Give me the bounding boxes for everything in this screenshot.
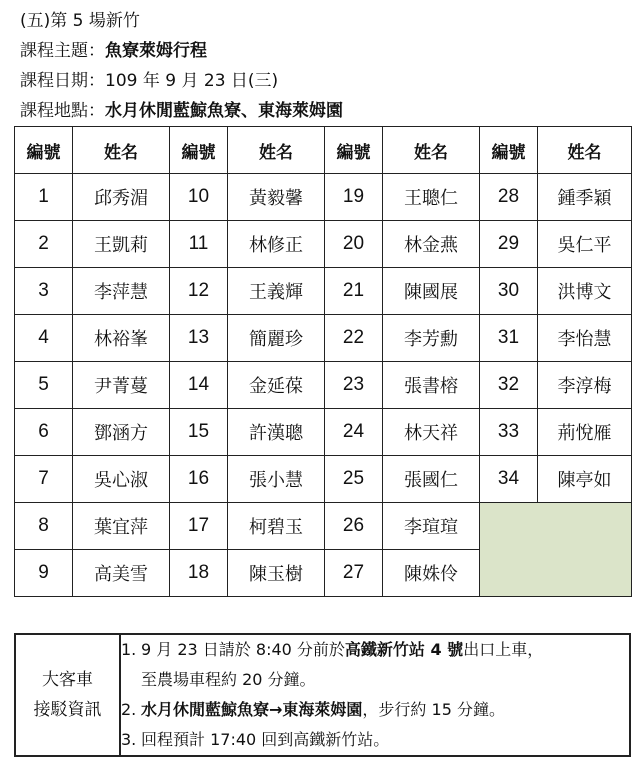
participant-name: 王凱莉	[73, 221, 170, 268]
participant-number: 13	[170, 315, 228, 362]
bus-info-label	[15, 634, 120, 756]
participant-number: 14	[170, 362, 228, 409]
participant-number: 31	[480, 315, 538, 362]
participant-number: 21	[325, 268, 383, 315]
participant-name: 王義輝	[228, 268, 325, 315]
item-text: 9 月 23 日請於 8:40 分前於	[141, 640, 345, 659]
participant-number: 29	[480, 221, 538, 268]
table-row	[15, 503, 632, 550]
column-header-number: 編號	[325, 127, 383, 174]
bus-info-item-3	[121, 725, 629, 755]
participant-name: 張國仁	[383, 456, 480, 503]
participant-number: 30	[480, 268, 538, 315]
item-text: 出口上車，	[463, 640, 544, 659]
participant-number: 11	[170, 221, 228, 268]
column-header-name: 姓名	[538, 127, 632, 174]
participant-number: 2	[15, 221, 73, 268]
participant-name: 林天祥	[383, 409, 480, 456]
bus-info-list	[120, 634, 630, 756]
topic-line	[20, 36, 343, 66]
participant-name: 吳仁平	[538, 221, 632, 268]
course-header	[20, 6, 343, 126]
table-row	[15, 221, 632, 268]
participant-name: 尹菁蔓	[73, 362, 170, 409]
topic-value: 魚寮萊姆行程	[105, 41, 207, 61]
participant-name: 吳心淑	[73, 456, 170, 503]
participant-name: 黃毅馨	[228, 174, 325, 221]
participant-name: 王聰仁	[383, 174, 480, 221]
participant-number: 3	[15, 268, 73, 315]
participant-number: 34	[480, 456, 538, 503]
participant-number: 23	[325, 362, 383, 409]
participant-name: 高美雪	[73, 550, 170, 597]
participant-name: 金延葆	[228, 362, 325, 409]
participant-name: 陳玉樹	[228, 550, 325, 597]
date-line	[20, 66, 343, 96]
participant-name: 洪博文	[538, 268, 632, 315]
participant-name: 李淳梅	[538, 362, 632, 409]
participant-number: 24	[325, 409, 383, 456]
participant-number: 28	[480, 174, 538, 221]
table-row	[15, 174, 632, 221]
participant-number: 26	[325, 503, 383, 550]
location-label: 課程地點：	[20, 101, 105, 121]
participant-number: 10	[170, 174, 228, 221]
participant-number: 12	[170, 268, 228, 315]
participant-number: 5	[15, 362, 73, 409]
column-header-name: 姓名	[73, 127, 170, 174]
participant-name: 陳亭如	[538, 456, 632, 503]
participant-name: 許漢聰	[228, 409, 325, 456]
participant-name: 李瑄瑄	[383, 503, 480, 550]
item-highlight: 水月休閒藍鯨魚寮→東海萊姆園	[141, 700, 363, 719]
item-number: 2.	[121, 700, 137, 719]
column-header-name: 姓名	[228, 127, 325, 174]
item-text: ，步行約 15 分鐘。	[362, 700, 505, 719]
session-title: (五)第 5 場新竹	[20, 11, 140, 31]
bus-info-item-1-continued: 至農場車程約 20 分鐘。	[141, 670, 316, 689]
column-header-number: 編號	[480, 127, 538, 174]
column-header-number: 編號	[170, 127, 228, 174]
date-value: 109 年 9 月 23 日(三)	[105, 71, 279, 91]
table-header-row	[15, 127, 632, 174]
participant-name: 荊悅雁	[538, 409, 632, 456]
table-row	[15, 456, 632, 503]
participant-table	[14, 126, 632, 597]
table-row	[15, 268, 632, 315]
topic-label: 課程主題：	[20, 41, 105, 61]
participant-name: 邱秀湄	[73, 174, 170, 221]
participant-name: 張小慧	[228, 456, 325, 503]
participant-number: 19	[325, 174, 383, 221]
participant-name: 葉宜萍	[73, 503, 170, 550]
column-header-name: 姓名	[383, 127, 480, 174]
participant-name: 陳姝伶	[383, 550, 480, 597]
column-header-number: 編號	[15, 127, 73, 174]
participant-name: 柯碧玉	[228, 503, 325, 550]
table-row	[15, 315, 632, 362]
participant-number: 15	[170, 409, 228, 456]
participant-number: 16	[170, 456, 228, 503]
participant-number: 4	[15, 315, 73, 362]
participant-name: 李怡慧	[538, 315, 632, 362]
participant-name: 林裕峯	[73, 315, 170, 362]
empty-cell	[480, 503, 632, 597]
table-row	[15, 362, 632, 409]
bus-label-line2: 接駁資訊	[33, 700, 102, 720]
participant-name: 張書榕	[383, 362, 480, 409]
participant-name: 鍾季穎	[538, 174, 632, 221]
participant-name: 簡麗珍	[228, 315, 325, 362]
table-row	[15, 409, 632, 456]
location-value: 水月休閒藍鯨魚寮、東海萊姆園	[105, 101, 343, 121]
item-number: 3.	[121, 730, 137, 749]
bus-label-line1: 大客車	[42, 670, 93, 690]
participant-number: 6	[15, 409, 73, 456]
participant-number: 27	[325, 550, 383, 597]
participant-number: 8	[15, 503, 73, 550]
participant-name: 鄧涵方	[73, 409, 170, 456]
participant-name: 李萍慧	[73, 268, 170, 315]
participant-name: 陳國展	[383, 268, 480, 315]
participant-name: 林修正	[228, 221, 325, 268]
participant-name: 李芳勳	[383, 315, 480, 362]
bus-info-item-1	[121, 635, 629, 665]
participant-number: 32	[480, 362, 538, 409]
item-text: 回程預計 17:40 回到高鐵新竹站。	[141, 730, 390, 749]
participant-number: 17	[170, 503, 228, 550]
location-line	[20, 96, 343, 126]
participant-number: 20	[325, 221, 383, 268]
participant-number: 25	[325, 456, 383, 503]
participant-number: 7	[15, 456, 73, 503]
participant-number: 9	[15, 550, 73, 597]
bus-info-item-2	[121, 695, 629, 725]
participant-number: 22	[325, 315, 383, 362]
participant-number: 33	[480, 409, 538, 456]
bus-info-box	[14, 633, 631, 757]
participant-name: 林金燕	[383, 221, 480, 268]
item-highlight: 高鐵新竹站 4 號	[344, 640, 464, 659]
participant-number: 1	[15, 174, 73, 221]
participant-number: 18	[170, 550, 228, 597]
date-label: 課程日期：	[20, 71, 105, 91]
item-number: 1.	[121, 640, 137, 659]
